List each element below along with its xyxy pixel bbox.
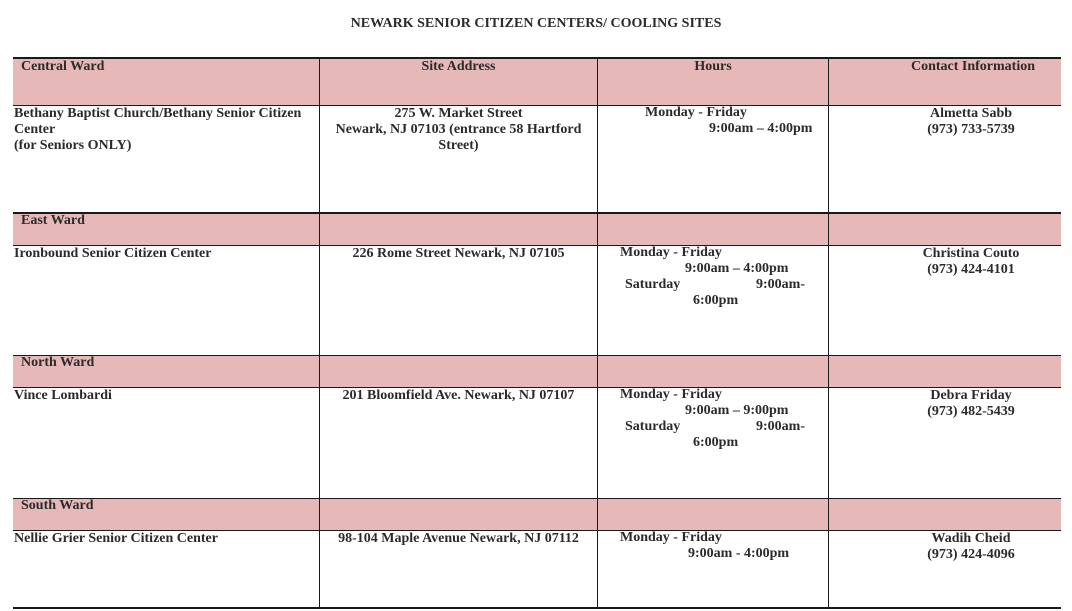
contact-name: Wadih Cheid	[931, 531, 1011, 546]
site-address: Newark, NJ 07103 (entrance 58 Hartford	[335, 122, 582, 137]
hours-weekday-time: 9:00am – 4:00pm	[709, 121, 813, 136]
hours-saturday-time: 9:00am-	[756, 419, 805, 434]
cooling-sites-table	[13, 57, 1061, 609]
site-address: 201 Bloomfield Ave. Newark, NJ 07107	[342, 388, 575, 403]
contact-phone: (973) 424-4096	[927, 547, 1015, 562]
contact-phone: (973) 482-5439	[927, 404, 1015, 419]
contact-name: Almetta Sabb	[929, 106, 1013, 121]
table-rule	[13, 498, 1061, 499]
contact-phone: (973) 733-5739	[927, 122, 1015, 137]
column-header-address: Site Address	[421, 59, 496, 74]
table-rule	[13, 607, 1061, 609]
hours-saturday: Saturday	[625, 277, 681, 292]
hours-days: Monday - Friday	[620, 245, 722, 260]
ward-band-south	[13, 499, 1061, 530]
hours-weekday-time: 9:00am - 4:00pm	[688, 546, 790, 561]
site-address: 275 W. Market Street	[394, 106, 523, 121]
hours-days: Monday - Friday	[645, 105, 747, 120]
page-title: NEWARK SENIOR CITIZEN CENTERS/ COOLING SITES	[350, 16, 722, 31]
contact-name: Christina Couto	[922, 246, 1020, 261]
site-name: Vince Lombardi	[14, 388, 112, 403]
site-address: 98-104 Maple Avenue Newark, NJ 07112	[338, 531, 579, 546]
contact-name: Debra Friday	[930, 388, 1012, 403]
ward-heading-east: East Ward	[21, 213, 85, 228]
ward-band-north	[13, 356, 1061, 387]
site-name: Ironbound Senior Citizen Center	[14, 246, 212, 261]
contact-phone: (973) 424-4101	[927, 262, 1015, 277]
site-name: Bethany Baptist Church/Bethany Senior Citizen	[14, 106, 302, 121]
hours-days: Monday - Friday	[620, 530, 722, 545]
hours-weekday-time: 9:00am – 4:00pm	[685, 261, 789, 276]
site-name: (for Seniors ONLY)	[14, 138, 132, 153]
hours-weekday-time: 9:00am – 9:00pm	[685, 403, 789, 418]
ward-heading-north: North Ward	[21, 355, 95, 370]
site-name: Center	[14, 122, 56, 137]
hours-days: Monday - Friday	[620, 387, 722, 402]
table-rule	[13, 212, 1061, 214]
ward-heading-central: Central Ward	[21, 59, 105, 74]
ward-band-east	[13, 214, 1061, 245]
hours-saturday-time: 9:00am-	[756, 277, 805, 292]
hours-saturday: Saturday	[625, 419, 681, 434]
hours-saturday-time: 6:00pm	[693, 293, 739, 308]
hours-saturday-time: 6:00pm	[693, 435, 739, 450]
column-rule	[597, 57, 598, 609]
table-rule	[13, 355, 1061, 356]
column-header-contact: Contact Information	[910, 59, 1036, 74]
ward-heading-south: South Ward	[21, 498, 94, 513]
column-rule	[828, 57, 829, 609]
column-header-hours: Hours	[694, 59, 732, 74]
site-address: 226 Rome Street Newark, NJ 07105	[352, 246, 565, 261]
site-name: Nellie Grier Senior Citizen Center	[14, 531, 218, 546]
site-address: Street)	[438, 138, 479, 153]
